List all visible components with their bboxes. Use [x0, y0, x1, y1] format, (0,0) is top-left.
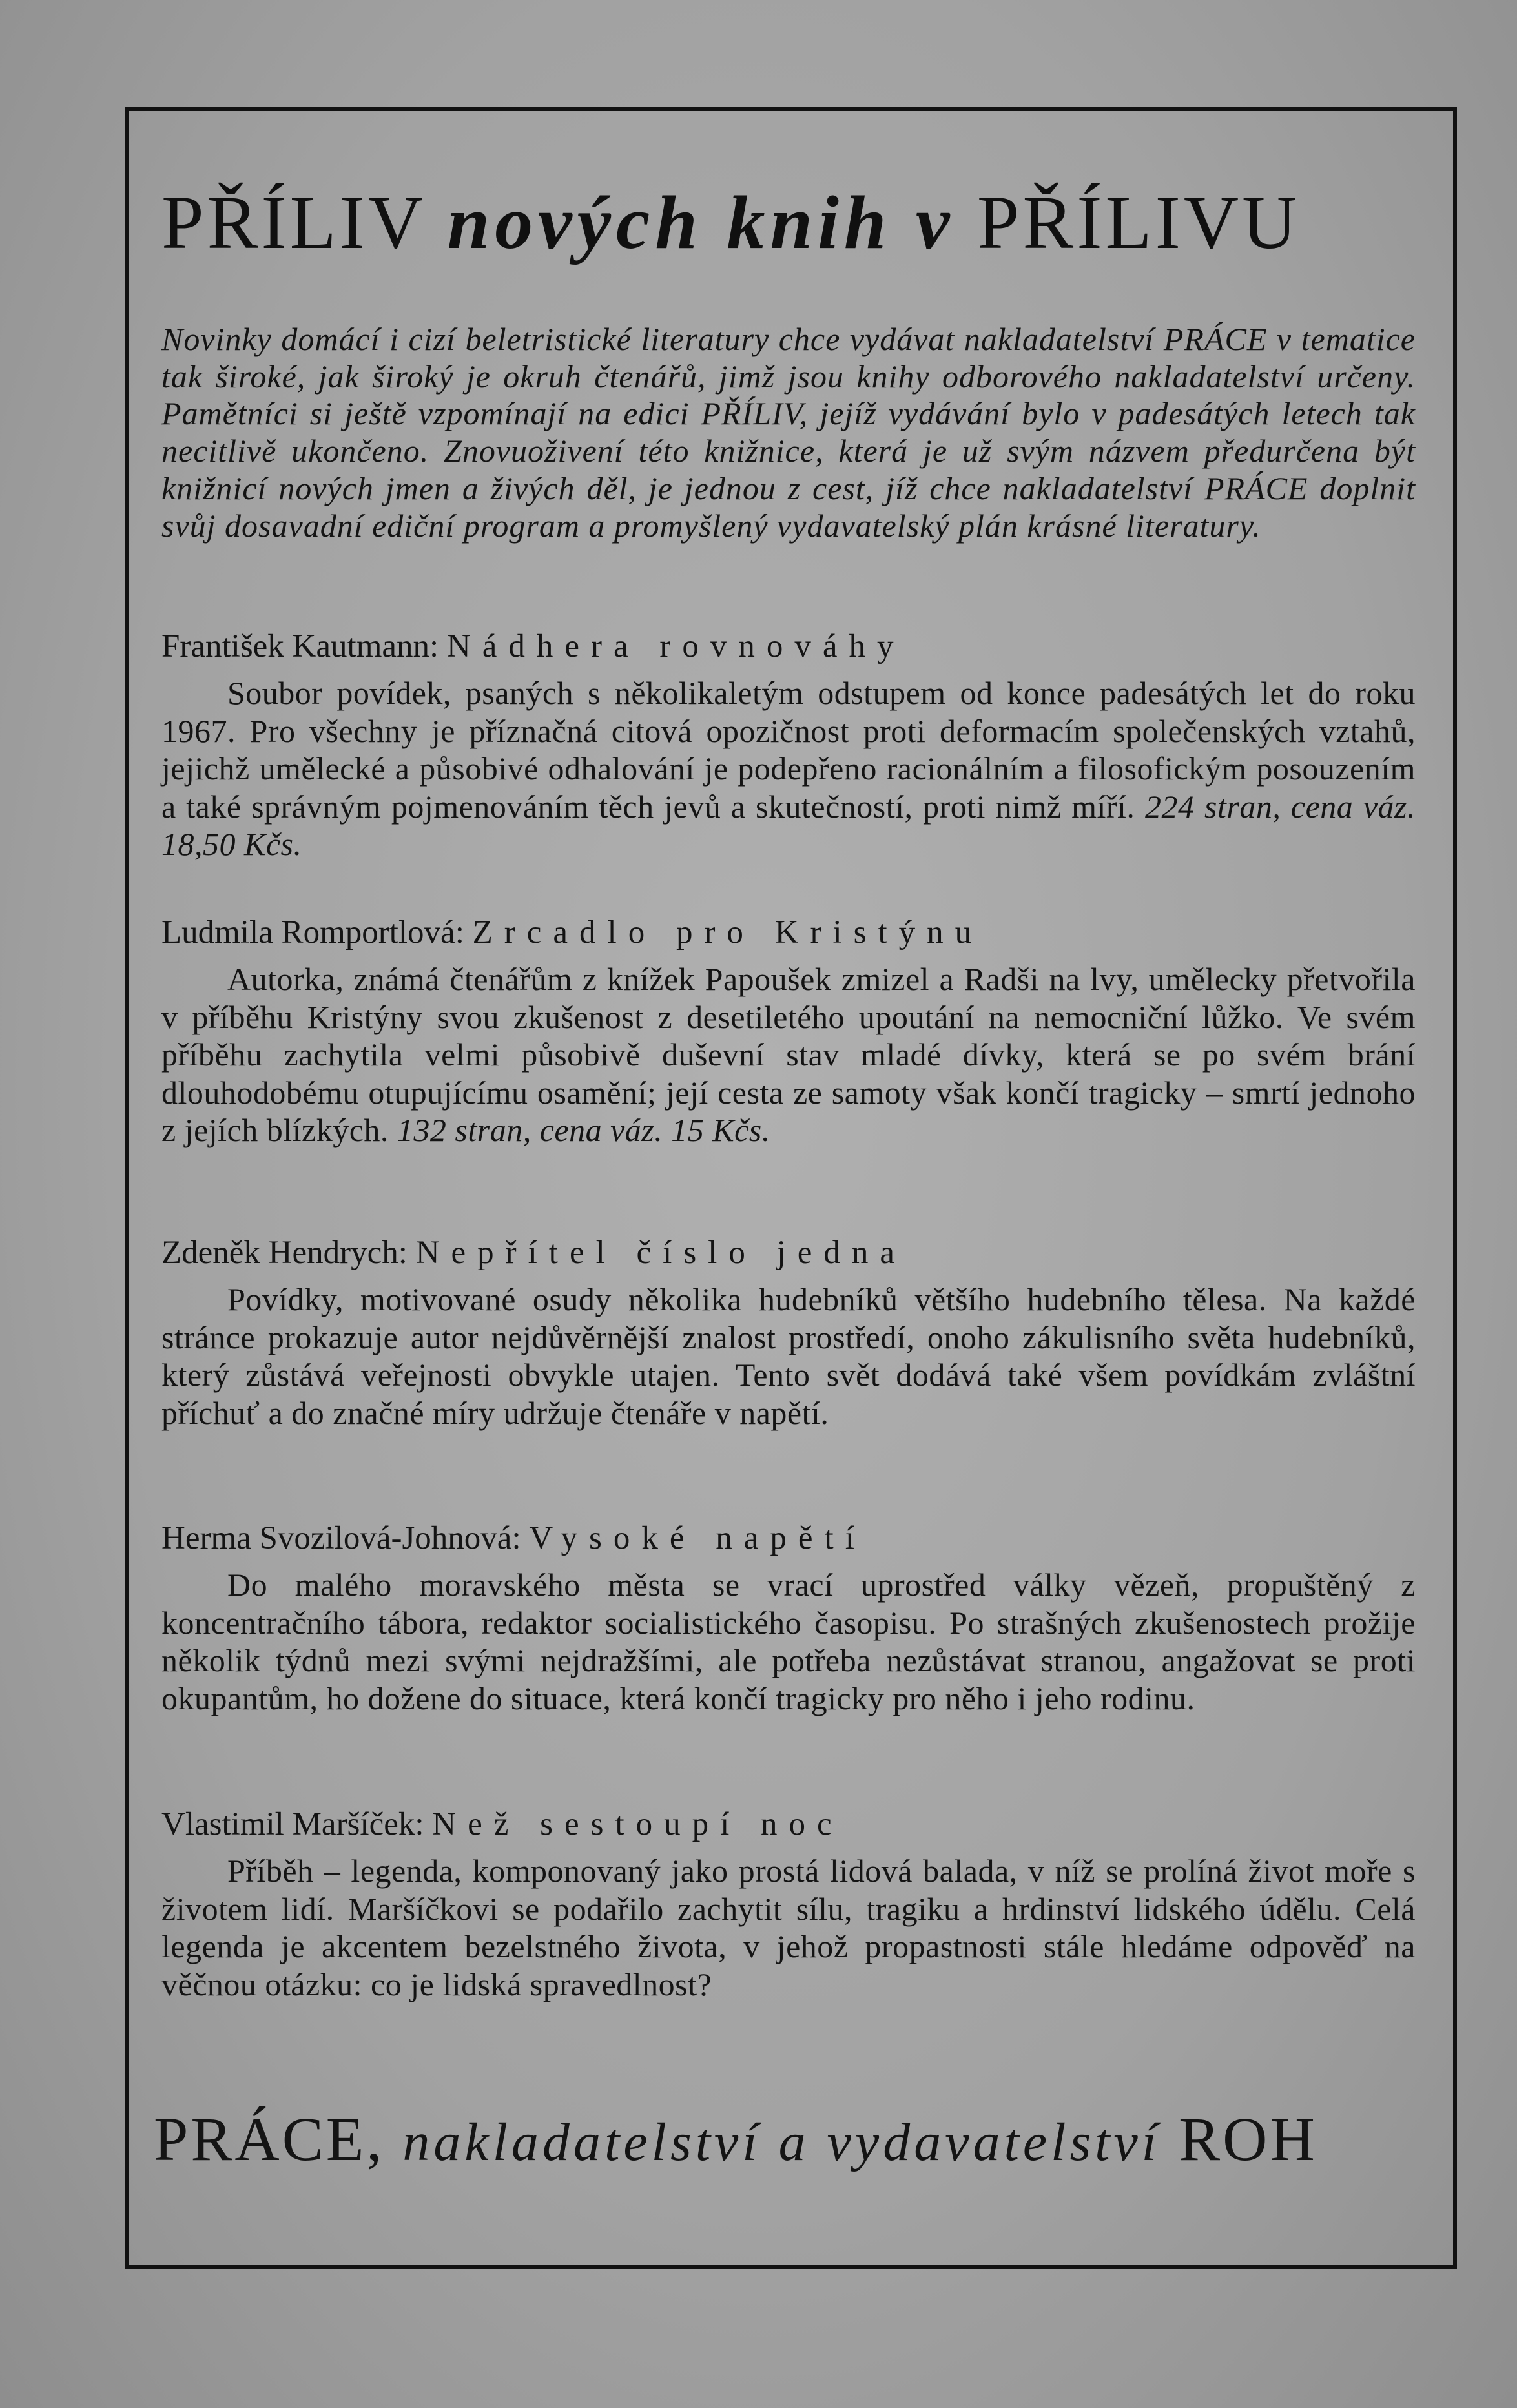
book-description-text: Soubor povídek, psaných s několikaletým odstupem od konce padesátých let do roku 1967. Pro všechny je příznačná citová opozičnost proti deformacím společenských vztahů, jejichž umělecké a působivé odhalování je podepřeno racionálním a filosofickým posouzením a také správným pojmenováním těch jevů a skutečností, proti nimž míří. [161, 675, 1416, 825]
book-entry-2 [161, 913, 1416, 1149]
footer-part3: ROH [1179, 2104, 1317, 2174]
book-heading [161, 1519, 1416, 1558]
footer-part2: nakladatelství a vydavatelství [402, 2112, 1161, 2172]
book-entry-1 [161, 627, 1416, 863]
book-title: Než sestoupí noc [432, 1806, 843, 1842]
book-author: František Kautmann: [161, 628, 439, 664]
book-heading [161, 1233, 1416, 1272]
book-entry-3 [161, 1233, 1416, 1432]
book-author: Ludmila Romportlová: [161, 914, 464, 951]
book-details: 132 stran, cena váz. 15 Kčs. [397, 1112, 770, 1148]
book-description [161, 674, 1416, 863]
book-entry-4 [161, 1519, 1416, 1717]
book-description [161, 1852, 1416, 2003]
book-description-text: Příběh – legenda, komponovaný jako prostá lidová balada, v níž se prolíná život moře s životem lidí. Maršíčkovi se podařilo zachytit sílu, tragiku a hrdinství lidského údělu. Celá legenda je akcentem bezelstného života, v jehož propastnosti stále hledáme odpověď na věčnou otázku: co je lidská spravedlnost? [161, 1853, 1416, 2002]
book-author: Zdeněk Hendrych: [161, 1235, 408, 1271]
footer-part1: PRÁCE, [154, 2104, 385, 2174]
book-heading [161, 913, 1416, 952]
book-heading [161, 627, 1416, 666]
book-description-text: Do malého moravského města se vrací uprostřed války vězeň, propuštěný z koncentračního tábora, redaktor socialistického časopisu. Po strašných zkušenostech prožije několik týdnů mezi svými nejdražšími, ale potřeba nezůstávat stranou, angažovat se proti okupantům, ho dožene do situace, která končí tragicky pro něho i jeho rodinu. [161, 1567, 1416, 1716]
book-author: Herma Svozilová-Johnová: [161, 1520, 521, 1556]
book-title: Nádhera rovnováhy [446, 628, 905, 664]
book-description [161, 1281, 1416, 1432]
headline-part3: PŘÍLIVU [976, 180, 1301, 265]
book-details: 224 stran, cena váz. 18,50 Kčs. [161, 788, 1416, 862]
intro-paragraph: Novinky domácí i cizí beletristické literatury chce vydávat nakladatelství PRÁCE v tematice tak široké, jak široký je okruh čtenářů, jimž jsou knihy odborového nakladatelství určeny. Pamětníci si ještě vzpomínají na edici PŘÍLIV, jejíž vydávání bylo v padesátých letech tak necitlivě ukončeno. Znovuoživení této knižnice, která je už svým názvem předurčena být knižnicí nových jmen a živých děl, je jednou z cest, jíž chce nakladatelství PRÁCE doplnit svůj dosavadní ediční program a promyšlený vydavatelský plán krásné literatury. [161, 321, 1416, 544]
book-title: Nepřítel číslo jedna [415, 1235, 907, 1271]
book-description-text: Autorka, známá čtenářům z knížek Papoušek zmizel a Radši na lvy, umělecky přetvořila v příběhu Kristýny svou zkušenost z desetiletého upoutání na nemocniční lůžko. Ve svém příběhu zachytila velmi působivě duševní stav mladé dívky, která se po svém brání dlouhodobému otupujícímu osamění; její cesta ze samoty však končí tragicky – smrtí jednoho z jejích blízkých. [161, 961, 1416, 1148]
book-title: Zrcadlo pro Kristýnu [472, 914, 984, 951]
book-title: Vysoké napětí [529, 1520, 866, 1556]
headline [161, 174, 1421, 271]
headline-part1: PŘÍLIV [161, 180, 426, 265]
book-heading [161, 1805, 1416, 1844]
book-author: Vlastimil Maršíček: [161, 1806, 424, 1842]
book-description-text: Povídky, motivované osudy několika hudebníků většího hudebního tělesa. Na každé stránce prokazuje autor nejdůvěrnější znalost prostředí, onoho zákulisního světa hudebníků, který zůstává veřejnosti obvykle utajen. Tento svět dodává také všem povídkám zvláštní příchuť a do značné míry udržuje čtenáře v napětí. [161, 1281, 1416, 1431]
book-entry-5 [161, 1805, 1416, 2003]
book-description [161, 960, 1416, 1149]
headline-part2: nových knih v [447, 180, 955, 265]
book-description [161, 1566, 1416, 1717]
publisher-footer [154, 2101, 1419, 2181]
